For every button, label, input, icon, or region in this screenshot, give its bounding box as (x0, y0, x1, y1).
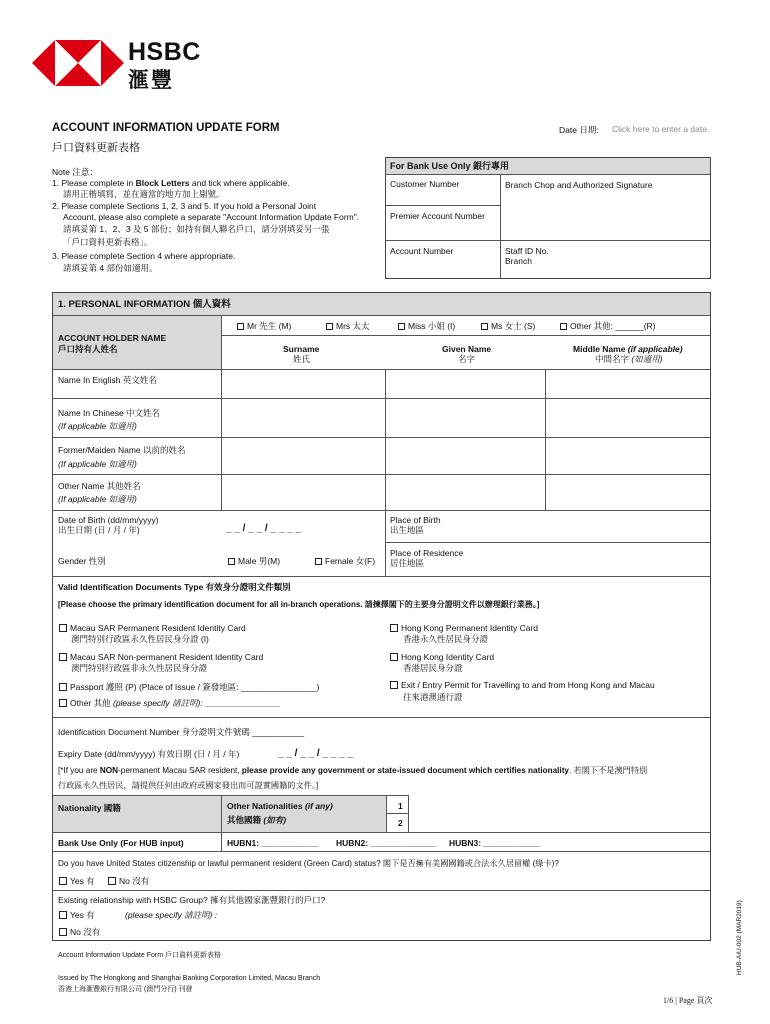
doc-macau-permanent-cn: 澳門特別行政區永久性居民身分證 (I) (71, 634, 209, 644)
checkbox-icon (59, 699, 67, 707)
nonpermanent-note-cn: 行政區永久性居民，請提供任何由政府或國家發出而可證實國籍的文件。] (58, 781, 319, 790)
footer-issued: Issued by The Hongkong and Shanghai Banking Corporation Limited, Macau Branch (58, 975, 321, 982)
checkbox-icon (59, 928, 67, 936)
checkbox-icon (315, 558, 322, 565)
checkbox-icon (228, 558, 235, 565)
nationality-1[interactable]: 1 (398, 801, 403, 811)
doc-exit-permit[interactable]: Exit / Entry Permit for Travelling to and from Hong Kong and Macau (390, 680, 655, 691)
former-name-note: (If applicable 如適用) (58, 459, 137, 469)
doc-macau-permanent[interactable]: Macau SAR Permanent Resident Identity Card (59, 623, 246, 634)
id-choose-note: [Please choose the primary identification document for all in-branch operations. 請揀擇閣下的主要身分證明文件以辦理銀行業務。] (58, 600, 540, 609)
gender-label: Gender 性別 (58, 556, 106, 566)
hubn3-field[interactable]: HUBN3: ____________ (449, 838, 541, 848)
us-yes-option[interactable]: Yes 有 (59, 876, 95, 887)
holder-name-label: ACCOUNT HOLDER NAME (58, 333, 167, 343)
dob-label: Date of Birth (dd/mm/yyyy) (58, 515, 159, 525)
title-other[interactable]: Other 其他: ______(R) (560, 321, 656, 332)
note-1: 1. Please complete in Block Letters and tick where applicable. (52, 178, 290, 188)
section-1-heading: 1. PERSONAL INFORMATION 個人資料 (58, 299, 231, 310)
id-number-field[interactable]: Identification Document Number 身分證明文件號碼 ___________ (58, 727, 305, 737)
doc-hk-permanent[interactable]: Hong Kong Permanent Identity Card (390, 623, 538, 634)
branch-label: Branch (505, 256, 532, 266)
doc-hk-id[interactable]: Hong Kong Identity Card (390, 652, 494, 663)
doc-other[interactable]: Other 其他 (please specify 請註明): ________________ (59, 698, 281, 709)
doc-hk-permanent-cn: 香港永久性居民身分證 (403, 634, 489, 644)
page-number: 1/6 | Page 頁次 (663, 996, 713, 1005)
title-mr[interactable]: Mr 先生 (M) (237, 321, 291, 332)
hsbc-logo-icon (32, 40, 124, 86)
branch-chop-label: Branch Chop and Authorized Signature (505, 180, 653, 190)
checkbox-icon (326, 323, 333, 330)
id-type-label: Valid Identification Documents Type 有效身分證明文件類別 (58, 582, 291, 592)
middle-name-header: Middle Name (if applicable) (573, 344, 683, 354)
account-number-label: Account Number (390, 246, 454, 256)
expiry-label: Expiry Date (dd/mm/yyyy) 有效日期 (日 / 月 / 年) (58, 749, 240, 759)
gender-male[interactable]: Male 男(M) (228, 556, 280, 567)
checkbox-icon (59, 683, 67, 691)
dob-field[interactable]: _ _ / _ _ / _ _ _ _ (226, 523, 302, 534)
checkbox-icon (560, 323, 567, 330)
hsbc-no-option[interactable]: No 沒有 (59, 927, 100, 938)
bank-use-heading: For Bank Use Only 銀行專用 (390, 161, 510, 171)
hsbc-yes-option[interactable]: Yes 有 (59, 910, 95, 921)
former-name-label: Former/Maiden Name 以前的姓名 (58, 445, 186, 455)
hub-input-label: Bank Use Only (For HUB input) (58, 838, 184, 848)
checkbox-icon (59, 911, 67, 919)
note-2-cn: 請填妥第 1、2、3 及 5 部份；如持有個人聯名戶口，請分別填妥另一張 (63, 224, 330, 234)
checkbox-icon (108, 877, 116, 885)
doc-hk-id-cn: 香港居民身分證 (403, 663, 463, 673)
doc-passport[interactable]: Passport 護照 (P) (Place of Issue / 簽發地區: ________________) (59, 682, 319, 693)
note-2-cn2: 「戶口資料更新表格」。 (63, 237, 153, 247)
date-field[interactable]: Click here to enter a date. (612, 124, 710, 134)
title-miss[interactable]: Miss 小姐 (I) (398, 321, 455, 332)
checkbox-icon (59, 624, 67, 632)
title-mrs[interactable]: Mrs 太太 (326, 321, 370, 332)
other-name-note: (If applicable 如適用) (58, 494, 137, 504)
customer-number-label: Customer Number (390, 179, 460, 189)
us-citizenship-question: Do you have United States citizenship or lawful permanent resident (Green Card) status? 閣下是否擁有美國國籍或合法永久居留權 (綠卡)? (58, 859, 559, 868)
title-ms[interactable]: Ms 女士 (S) (481, 321, 535, 332)
hubn1-field[interactable]: HUBN1: ____________ (227, 838, 319, 848)
pob-label: Place of Birth (390, 515, 441, 525)
other-nationalities-label: Other Nationalities (if any) (227, 801, 333, 811)
name-english-label: Name In English 英文姓名 (58, 375, 157, 385)
name-chinese-note: (If applicable 如適用) (58, 421, 137, 431)
nonpermanent-note: [*If you are NON-permanent Macau SAR resident, please provide any government or state-issued document which certifies nationality. 若閣下不是澳門特別 (58, 766, 648, 775)
note-3-cn: 請填妥第 4 部份如適用。 (63, 263, 158, 273)
note-2b: Account, please also complete a separate "Account Information Update Form". (63, 212, 360, 222)
doc-exit-permit-cn: 往來港澳通行證 (403, 692, 463, 702)
given-name-header: Given Name (442, 344, 492, 354)
surname-header: Surname (283, 344, 320, 354)
other-nationalities-cn: 其他國籍 (如有) (227, 815, 287, 825)
checkbox-icon (398, 323, 405, 330)
doc-macau-nonpermanent-cn: 澳門特別行政區非永久性居民身分證 (71, 663, 208, 673)
hsbc-specify-label: (please specify 請註明) : (125, 910, 218, 920)
surname-cn: 姓氏 (293, 354, 311, 364)
given-name-cn: 名字 (458, 354, 476, 364)
nationality-2[interactable]: 2 (398, 818, 403, 828)
hubn2-field[interactable]: HUBN2: ______________ (336, 838, 437, 848)
name-chinese-label: Name In Chinese 中文姓名 (58, 408, 161, 418)
checkbox-icon (59, 877, 67, 885)
date-label: Date 日期: (559, 125, 599, 135)
form-code: HUB-AIU-002 (MAR2019) (736, 900, 743, 975)
middle-name-cn: 中間名字 (如適用) (595, 354, 663, 364)
page-title-cn: 戶口資料更新表格 (52, 142, 140, 154)
footer-issued-cn: 香港上海滙豐銀行有限公司 (澳門分行) 刊發 (58, 986, 193, 993)
gender-female[interactable]: Female 女(F) (315, 556, 375, 567)
note-heading: Note 注意： (52, 167, 98, 177)
checkbox-icon (59, 653, 67, 661)
pob-label-cn: 出生地區 (390, 525, 425, 535)
brand-name: HSBC (128, 38, 201, 66)
checkbox-icon (237, 323, 244, 330)
dob-label-cn: 出生日期 (日 / 月 / 年) (58, 525, 140, 535)
hsbc-relationship-question: Existing relationship with HSBC Group? 擁有其他國家滙豐銀行的戶口? (58, 895, 326, 905)
brand-name-cn: 滙豐 (128, 68, 174, 92)
page-title: ACCOUNT INFORMATION UPDATE FORM (52, 122, 280, 134)
footer-form-name: Account Information Update Form 戶口資料更新表格 (58, 952, 221, 959)
note-2: 2. Please complete Sections 1, 2, 3 and 5. If you hold a Personal Joint (52, 201, 317, 211)
premier-label: Premier Account Number (390, 211, 485, 221)
staff-id-label: Staff ID No. (505, 246, 549, 256)
nationality-label: Nationality 國籍 (58, 803, 121, 813)
holder-name-cn: 戶口持有人姓名 (58, 344, 118, 354)
checkbox-icon (481, 323, 488, 330)
expiry-field[interactable]: _ _ / _ _ / _ _ _ _ (278, 748, 354, 759)
us-no-option[interactable]: No 沒有 (108, 876, 149, 887)
other-name-label: Other Name 其他姓名 (58, 481, 141, 491)
residence-label: Place of Residence (390, 548, 464, 558)
note-1-cn: 請用正楷填寫，並在適當的地方加上剔號。 (63, 189, 225, 199)
note-3: 3. Please complete Section 4 where appropriate. (52, 251, 236, 261)
doc-macau-nonpermanent[interactable]: Macau SAR Non-permanent Resident Identity Card (59, 652, 263, 663)
residence-label-cn: 居住地區 (390, 558, 425, 568)
checkbox-icon (390, 624, 398, 632)
checkbox-icon (390, 681, 398, 689)
checkbox-icon (390, 653, 398, 661)
